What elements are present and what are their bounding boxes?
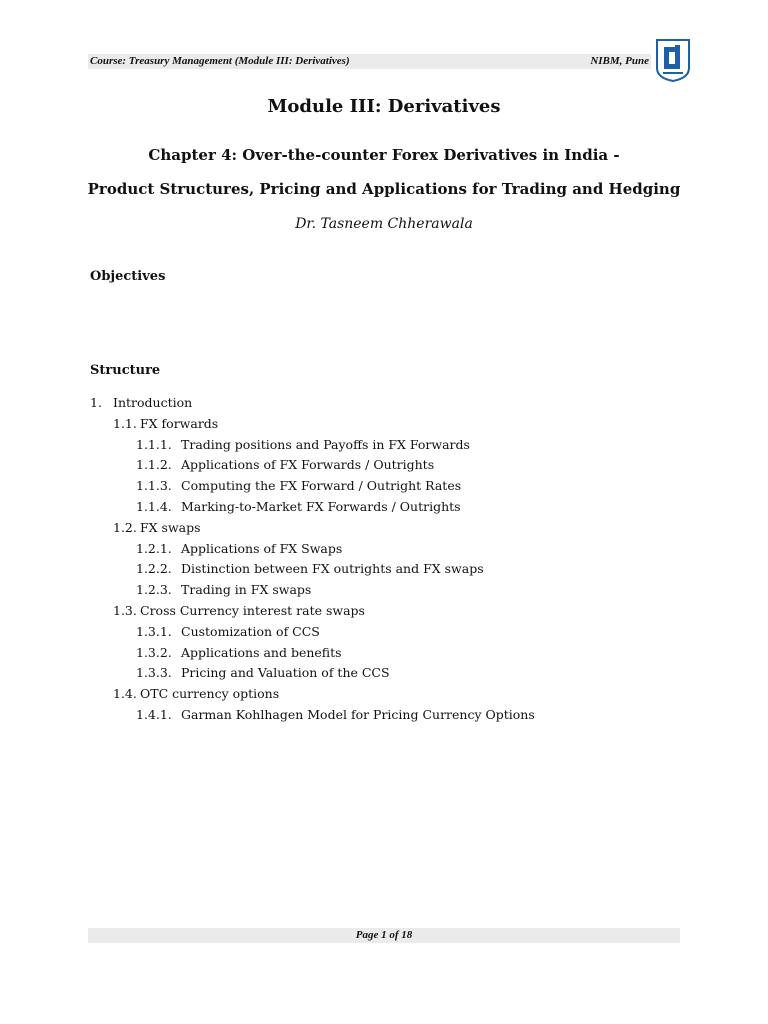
outline-text: Cross Currency interest rate swaps [140,602,365,618]
outline-number: 1.1.4. [136,498,172,514]
outline-number: 1.4. [113,686,137,702]
structure-heading: Structure [90,363,161,378]
outline-text: Marking-to-Market FX Forwards / Outrights [181,498,461,514]
outline-text: FX forwards [140,415,219,431]
outline-item [0,601,768,622]
outline-text: Pricing and Valuation of the CCS [181,665,390,681]
author-name: Dr. Tasneem Chherawala [295,216,473,232]
outline-text: Applications of FX Swaps [181,540,343,556]
outline-item [0,580,768,601]
outline-text: Customization of CCS [181,623,320,639]
outline-item [0,684,768,705]
outline-item [0,435,768,456]
module-title: Module III: Derivatives [267,96,501,117]
outline-text: Computing the FX Forward / Outright Rates [181,478,462,494]
outline-text: Trading in FX swaps [181,582,312,598]
outline-number: 1.1. [113,415,137,431]
header-course-title: Course: Treasury Management (Module III: Derivatives) [90,55,350,67]
outline-item [0,663,768,684]
outline-text: FX swaps [140,519,201,535]
outline-item [0,476,768,497]
outline-number: 1.2.3. [136,582,172,598]
chapter-title-line-1: Chapter 4: Over-the-counter Forex Derivatives in India - [148,146,620,164]
outline-text: Trading positions and Payoffs in FX Forwards [181,436,470,452]
outline-item [0,643,768,664]
page-number: Page 1 of 18 [355,929,413,941]
outline-item [0,393,768,414]
outline-item [0,539,768,560]
outline-number: 1.4.1. [136,706,172,722]
outline-number: 1. [90,395,102,410]
outline-number: 1.3.2. [136,644,172,660]
header-institution: NIBM, Pune [590,55,649,67]
outline-item [0,622,768,643]
outline-text: Applications of FX Forwards / Outrights [181,457,435,473]
outline-item [0,455,768,476]
outline-item [0,518,768,539]
outline-number: 1.2. [113,519,137,535]
outline-number: 1.1.3. [136,478,172,494]
outline-number: 1.2.1. [136,540,172,556]
outline-number: 1.3.3. [136,665,172,681]
nibm-logo-icon [655,38,691,82]
outline-number: 1.1.2. [136,457,172,473]
outline-text: Garman Kohlhagen Model for Pricing Currency Options [181,706,535,722]
objectives-heading: Objectives [90,269,166,284]
outline-text: OTC currency options [140,686,280,702]
outline-text: Introduction [113,395,193,410]
outline-item [0,414,768,435]
outline-number: 1.3.1. [136,623,172,639]
outline-text: Distinction between FX outrights and FX swaps [181,561,484,577]
outline-number: 1.1.1. [136,436,172,452]
outline-number: 1.3. [113,602,137,618]
outline-item [0,705,768,726]
outline-item [0,559,768,580]
chapter-title-line-2: Product Structures, Pricing and Applications for Trading and Hedging [87,180,681,198]
outline-text: Applications and benefits [181,644,342,660]
structure-outline [0,393,768,726]
outline-item [0,497,768,518]
outline-number: 1.2.2. [136,561,172,577]
